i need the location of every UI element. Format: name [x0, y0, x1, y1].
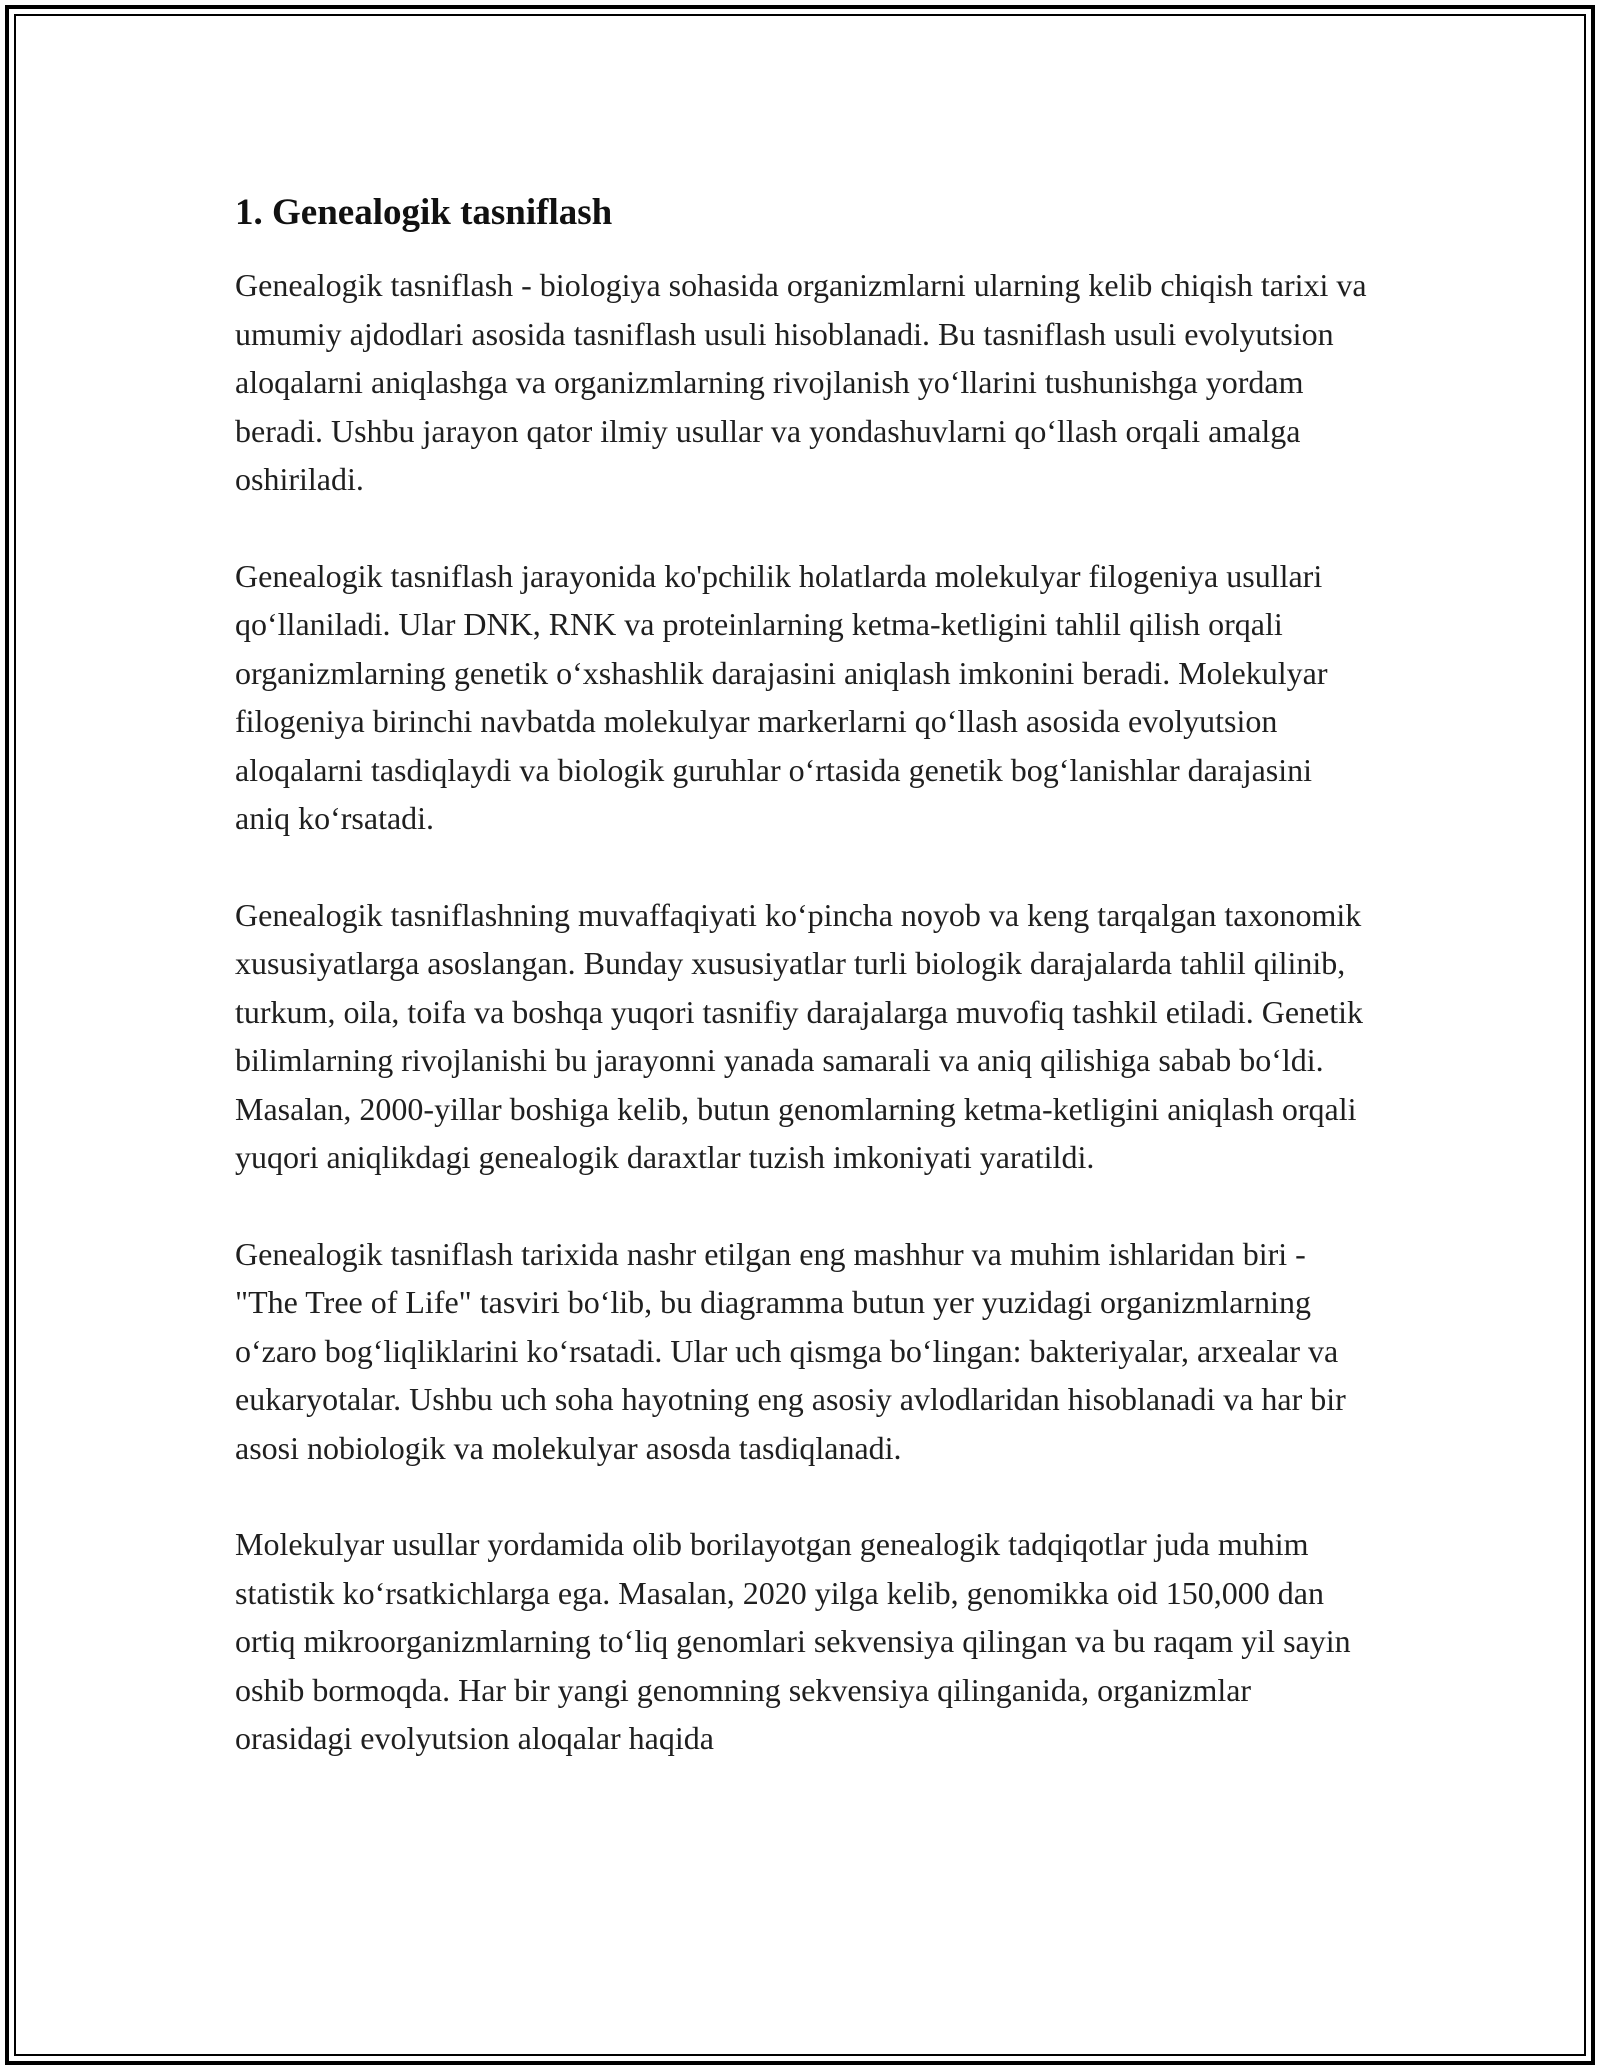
document-body: [235, 185, 1375, 1811]
paragraph-statistics: Molekulyar usullar yordamida olib borilayotgan genealogik tadqiqotlar juda muhim statistik ko‘rsatkichlarga ega. Masalan, 2020 yilga kelib, genomikka oid 150,000 dan ortiq mikroorganizmlarning to‘liq genomlari sekvensiya qilingan va bu raqam yil sayin oshib bormoqda. Har bir yangi genomning sekvensiya qilinganida, organizmlar orasidagi evolyutsion aloqalar haqida: [235, 1526, 1351, 1756]
paragraph-intro: Genealogik tasniflash - biologiya sohasida organizmlarni ularning kelib chiqish tarixi va umumiy ajdodlari asosida tasniflash usuli hisoblanadi. Bu tasniflash usuli evolyutsion aloqalarni aniqlashga va organizmlarning rivojlanish yo‘llarini tushunishga yordam beradi. Ushbu jarayon qator ilmiy usullar va yondashuvlarni qo‘llash orqali amalga oshiriladi.: [235, 267, 1367, 497]
paragraph-tree-of-life: Genealogik tasniflash tarixida nashr etilgan eng mashhur va muhim ishlaridan biri - "The Tree of Life" tasviri bo‘lib, bu diagramma butun yer yuzidagi organizmlarning o‘zaro bog‘liqliklarini ko‘rsatadi. Ular uch qismga bo‘lingan: bakteriyalar, arxealar va eukaryotalar. Ushbu uch soha hayotning eng asosiy avlodlaridan hisoblanadi va har bir asosi nobiologik va molekulyar asosda tasdiqlanadi.: [235, 1235, 1346, 1466]
paragraph-taxonomic-features: Genealogik tasniflashning muvaffaqiyati ko‘pincha noyob va keng tarqalgan taxonomik xususiyatlarga asoslangan. Bunday xususiyatlar turli biologik darajalarda tahlil qilinib, turkum, oila, toifa va boshqa yuqori tasnifiy darajalarga muvofiq tashkil etiladi. Genetik bilimlarning rivojlanishi bu jarayonni yanada samarali va aniq qilishiga sabab bo‘ldi. Masalan, 2000-yillar boshiga kelib, butun genomlarning ketma-ketligini aniqlash orqali yuqori aniqlikdagi genealogik daraxtlar tuzish imkoniyati yaratildi.: [235, 896, 1364, 1175]
paragraph-molecular-phylogeny: Genealogik tasniflash jarayonida ko'pchilik holatlarda molekulyar filogeniya usullari qo‘llaniladi. Ular DNK, RNK va proteinlarning ketma-ketligini tahlil qilish orqali organizmlarning genetik o‘xshashlik darajasini aniqlash imkonini beradi. Molekulyar filogeniya birinchi navbatda molekulyar markerlarni qo‘llash asosida evolyutsion aloqalarni tasdiqlaydi va biologik guruhlar o‘rtasida genetik bog‘lanishlar darajasini aniq ko‘rsatadi.: [235, 557, 1328, 836]
section-heading: 1. Genealogik tasniflash: [235, 192, 613, 233]
